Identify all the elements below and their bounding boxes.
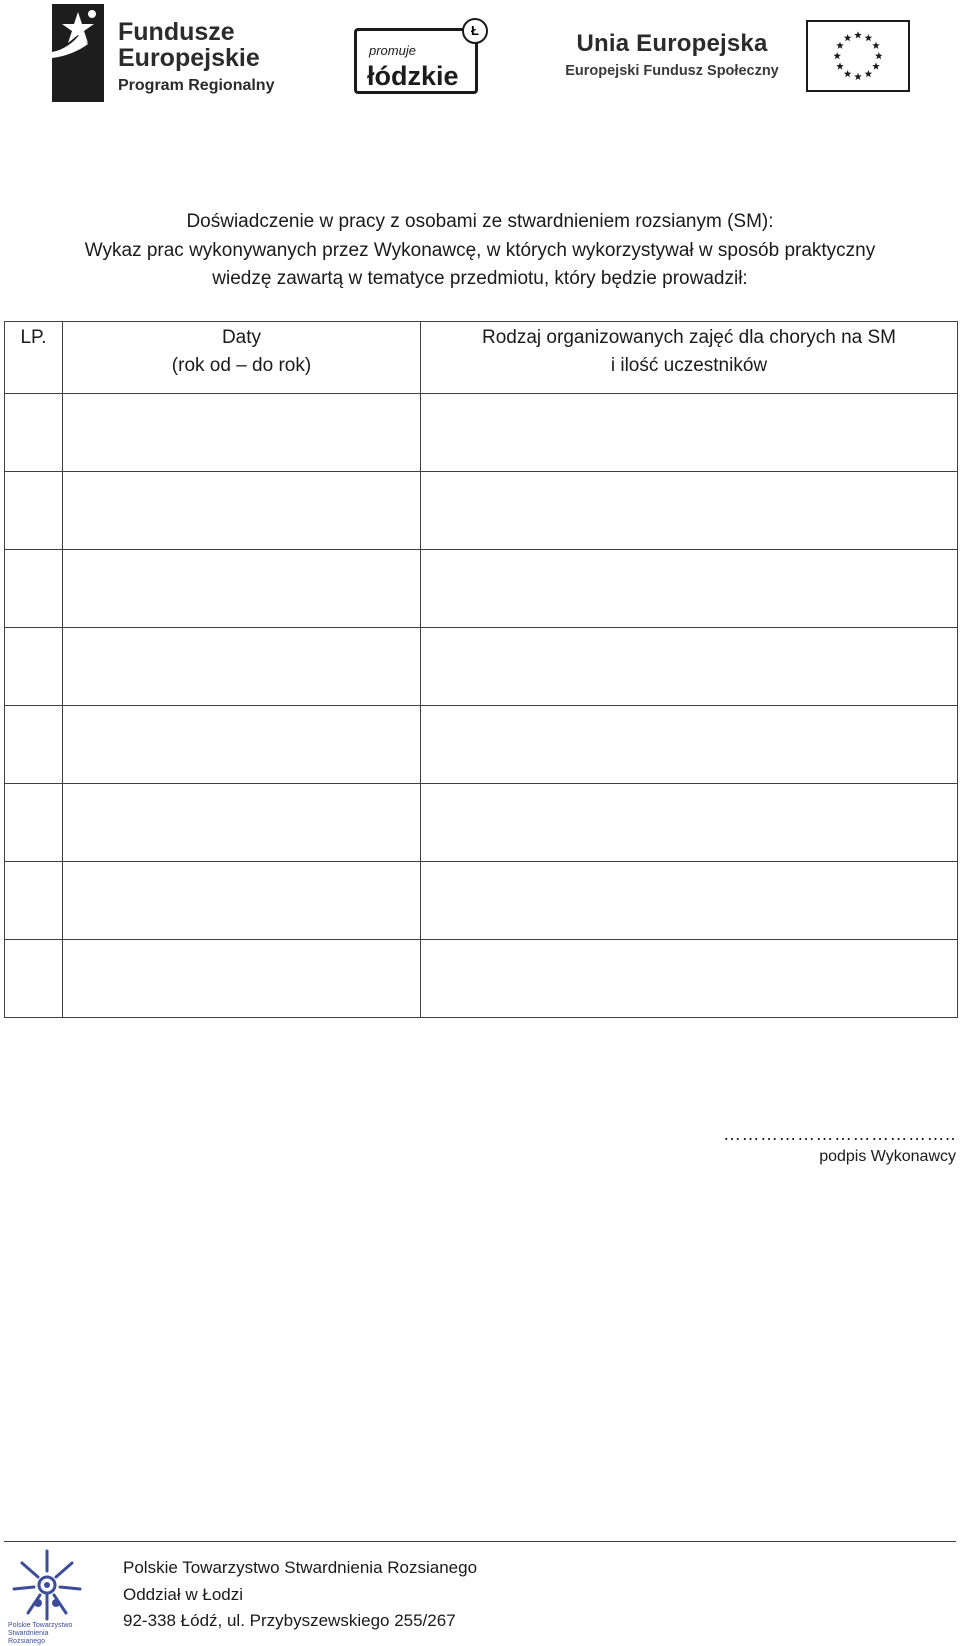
- table-row: [5, 628, 958, 706]
- ptsr-logo: [8, 1543, 86, 1643]
- eu-star-icon: [836, 62, 844, 69]
- eu-star-icon: [833, 52, 841, 59]
- eu-star-icon: [875, 52, 883, 59]
- table-row: [5, 940, 958, 1018]
- cell-daty[interactable]: [63, 940, 421, 1018]
- unia-europejska-wordmark: [552, 30, 792, 79]
- promuje-lodzkie-frame: [354, 28, 478, 94]
- cell-rodzaj[interactable]: [421, 472, 958, 550]
- cell-rodzaj[interactable]: [421, 394, 958, 472]
- table-row: [5, 784, 958, 862]
- cell-rodzaj[interactable]: [421, 784, 958, 862]
- heading-line1: Doświadczenie w pracy z osobami ze stwardnieniem rozsianym (SM):: [186, 211, 774, 232]
- ue-title: Unia Europejska: [576, 30, 768, 57]
- table-row: [5, 550, 958, 628]
- footer-street-address: 92-338 Łódź, ul. Przybyszewskiego 255/267: [123, 1611, 456, 1630]
- fundusze-europejskie-wordmark: [118, 20, 274, 94]
- eu-star-icon: [836, 42, 844, 49]
- cell-lp[interactable]: [5, 628, 63, 706]
- header-rodzaj-line2: i ilość uczestników: [610, 355, 768, 376]
- ptsr-caption-line2: Stwardnienia Rozsianego: [8, 1630, 49, 1645]
- ptsr-caption-line1: Polskie Towarzystwo: [8, 1622, 73, 1629]
- cell-daty[interactable]: [63, 628, 421, 706]
- promuje-label: promuje: [369, 43, 416, 58]
- table-row: [5, 862, 958, 940]
- eu-star-icon: [872, 42, 880, 49]
- fundusze-europejskie-logo: [52, 4, 292, 102]
- table-row: [5, 706, 958, 784]
- cell-daty[interactable]: [63, 706, 421, 784]
- cell-daty[interactable]: [63, 784, 421, 862]
- header-daty-line2: (rok od – do rok): [171, 355, 312, 376]
- ptsr-star-icon: [8, 1543, 86, 1623]
- lodzkie-circle-badge: Ł: [462, 18, 488, 44]
- cell-lp[interactable]: [5, 550, 63, 628]
- cell-daty[interactable]: [63, 472, 421, 550]
- footer-org-name: Polskie Towarzystwo Stwardnienia Rozsianego: [123, 1558, 478, 1577]
- fe-logo-line3: Program Regionalny: [118, 77, 275, 94]
- cell-daty[interactable]: [63, 394, 421, 472]
- cell-rodzaj[interactable]: [421, 862, 958, 940]
- cell-rodzaj[interactable]: [421, 550, 958, 628]
- cell-rodzaj[interactable]: [421, 940, 958, 1018]
- table-row: [5, 394, 958, 472]
- cell-lp[interactable]: [5, 472, 63, 550]
- header-rodzaj-line1: Rodzaj organizowanych zajęć dla chorych na SM: [482, 327, 896, 348]
- fundusze-europejskie-mark-icon: [52, 4, 104, 102]
- cell-lp[interactable]: [5, 784, 63, 862]
- table-header-row: [5, 322, 958, 394]
- lodzkie-label: łódzkie: [367, 61, 459, 91]
- cell-lp[interactable]: [5, 940, 63, 1018]
- cell-lp[interactable]: [5, 394, 63, 472]
- cell-rodzaj[interactable]: [421, 706, 958, 784]
- eu-star-icon: [865, 34, 873, 41]
- footer-address: [123, 1555, 477, 1635]
- cell-lp[interactable]: [5, 706, 63, 784]
- heading-line2: Wykaz prac wykonywanych przez Wykonawcę, w których wykorzystywał w sposób praktyczny: [84, 239, 876, 261]
- signature-block: [723, 1124, 956, 1166]
- experience-table: [4, 321, 958, 1018]
- header-lp-label: LP.: [20, 327, 47, 348]
- ue-subtitle: Europejski Fundusz Społeczny: [565, 63, 779, 79]
- eu-star-icon: [844, 70, 852, 77]
- eu-star-icon: [854, 73, 862, 80]
- header-logos: [0, 0, 960, 110]
- cell-lp[interactable]: [5, 862, 63, 940]
- fe-logo-line1: Fundusze: [118, 18, 235, 46]
- cell-daty[interactable]: [63, 550, 421, 628]
- ptsr-logo-caption: [8, 1622, 86, 1646]
- header-daty: [63, 322, 421, 394]
- table-row: [5, 472, 958, 550]
- eu-star-icon: [844, 34, 852, 41]
- eu-star-icon: [872, 62, 880, 69]
- cell-rodzaj[interactable]: [421, 628, 958, 706]
- heading-line3: wiedzę zawartą w tematyce przedmiotu, który będzie prowadził:: [212, 268, 748, 289]
- fe-logo-line2: Europejskie: [118, 44, 260, 72]
- header-rodzaj: [421, 322, 958, 394]
- eu-star-icon: [865, 70, 873, 77]
- footer-branch: Oddział w Łodzi: [123, 1584, 244, 1604]
- eu-star-icon: [854, 31, 862, 38]
- header-daty-line1: Daty: [221, 327, 262, 348]
- document-heading: [0, 208, 960, 294]
- table-body: [5, 394, 958, 1018]
- cell-daty[interactable]: [63, 862, 421, 940]
- eu-flag-icon: [806, 20, 910, 92]
- signature-label: podpis Wykonawcy: [819, 1148, 956, 1165]
- footer-divider: [4, 1541, 956, 1542]
- header-lp: [5, 322, 63, 394]
- signature-line[interactable]: ………………………………..: [722, 1124, 956, 1144]
- promuje-lodzkie-logo: [354, 18, 488, 96]
